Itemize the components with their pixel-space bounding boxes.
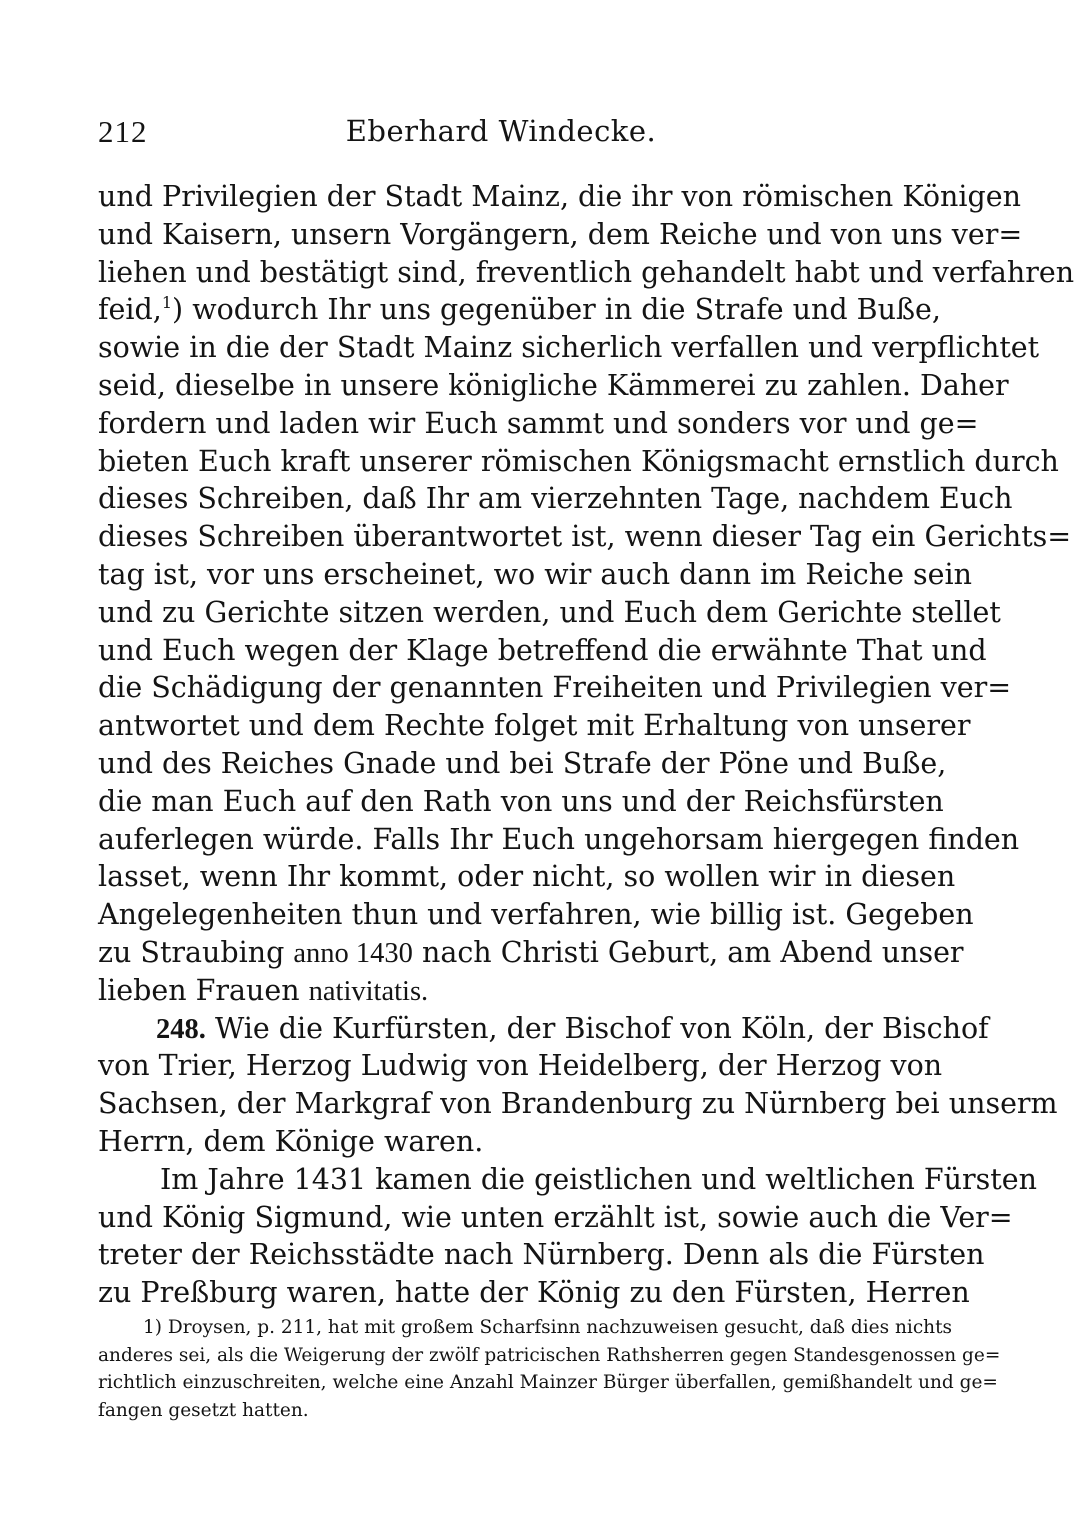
text-line: und Euch wegen der Klage betreffend die erwähnte That und <box>98 633 987 667</box>
text-line <box>98 291 941 329</box>
footnote-line: 1) Droysen, p. 211, hat mit großem Scharfsinn nachzuweisen gesucht, daß dies nichts <box>143 1317 953 1338</box>
text-line: seid, dieselbe in unsere königliche Kämmerei zu zahlen. Daher <box>98 368 1009 402</box>
text-line: bieten Euch kraft unserer römischen Königsmacht ernstlich durch <box>98 444 1059 478</box>
footnote-line: fangen gesetzt hatten. <box>98 1399 309 1421</box>
section-heading-text: Wie die Kurfürsten, der Bischof von Köln, der Bischof <box>214 1011 989 1045</box>
text-fragment: ) wodurch Ihr uns gegenüber in die Strafe und Buße, <box>172 293 941 327</box>
text-line: und zu Gerichte sitzen werden, und Euch dem Gerichte stellet <box>98 595 1001 629</box>
running-head: Eberhard Windecke. <box>345 114 657 148</box>
text-line: die Schädigung der genannten Freiheiten und Privilegien ver= <box>98 671 1012 705</box>
text-line: von Trier, Herzog Ludwig von Heidelberg, der Herzog von <box>98 1049 943 1083</box>
footnote-line: richtlich einzuschreiten, welche eine Anzahl Mainzer Bürger überfallen, gemißhandelt und ge= <box>98 1372 998 1394</box>
text-line: Im Jahre 1431 kamen die geistlichen und weltlichen Fürsten <box>160 1162 1037 1196</box>
section-number: 248. <box>156 1013 206 1045</box>
text-line: sowie in die der Stadt Mainz sicherlich verfallen und verpflichtet <box>98 331 1040 365</box>
text-fragment: lieben Frauen <box>98 973 300 1007</box>
latin-phrase: nativitatis. <box>308 975 429 1007</box>
text-line: lasset, wenn Ihr kommt, oder nicht, so wollen wir in diesen <box>98 860 956 894</box>
text-line: und des Reiches Gnade und bei Strafe der Pöne und Buße, <box>98 746 947 780</box>
text-line: Herrn, dem Könige waren. <box>98 1124 484 1158</box>
text-fragment: feid, <box>98 293 162 327</box>
text-line: zu Preßburg waren, hatte der König zu den Fürsten, Herren <box>98 1276 970 1310</box>
footnote-ref: 1 <box>161 293 173 313</box>
page-header <box>98 114 864 158</box>
text-line: fordern und laden wir Euch sammt und sonders vor und ge= <box>98 406 979 440</box>
footnotes <box>98 1314 1001 1424</box>
text-line: auferlegen würde. Falls Ihr Euch ungehorsam hiergegen finden <box>98 822 1020 856</box>
text-fragment: nach Christi Geburt, am Abend unser <box>422 935 964 969</box>
text-line: und Privilegien der Stadt Mainz, die ihr von römischen Königen <box>98 180 1021 213</box>
text-line: die man Euch auf den Rath von uns und der Reichsfürsten <box>98 784 944 818</box>
latin-phrase: anno 1430 <box>293 937 413 969</box>
text-line: dieses Schreiben überantwortet ist, wenn dieser Tag ein Gerichts= <box>98 520 1072 554</box>
text-line: tag ist, vor uns erscheinet, wo wir auch dann im Reiche sein <box>98 557 972 591</box>
body-text <box>98 178 1074 1312</box>
page-number: 212 <box>98 114 148 149</box>
text-line <box>98 972 864 1010</box>
text-line: dieses Schreiben, daß Ihr am vierzehnten Tage, nachdem Euch <box>98 482 1013 516</box>
text-line: liehen und bestätigt sind, freventlich gehandelt habt und verfahren <box>98 255 1074 289</box>
section-heading-line <box>98 1010 989 1048</box>
text-fragment: zu Straubing <box>98 935 285 969</box>
text-line: Sachsen, der Markgraf von Brandenburg zu Nürnberg bei unserm <box>98 1087 1058 1121</box>
text-line: und König Sigmund, wie unten erzählt ist, sowie auch die Ver= <box>98 1200 1013 1234</box>
text-line: und Kaisern, unsern Vorgängern, dem Reiche und von uns ver= <box>98 217 1023 251</box>
text-line <box>98 934 964 972</box>
footnote-line: anderes sei, als die Weigerung der zwölf patricischen Rathsherren gegen Standesgenossen ge= <box>98 1344 1001 1366</box>
text-line: antwortet und dem Rechte folget mit Erhaltung von unserer <box>98 709 971 743</box>
text-line: treter der Reichsstädte nach Nürnberg. Denn als die Fürsten <box>98 1238 985 1272</box>
text-line: Angelegenheiten thun und verfahren, wie billig ist. Gegeben <box>98 898 974 932</box>
